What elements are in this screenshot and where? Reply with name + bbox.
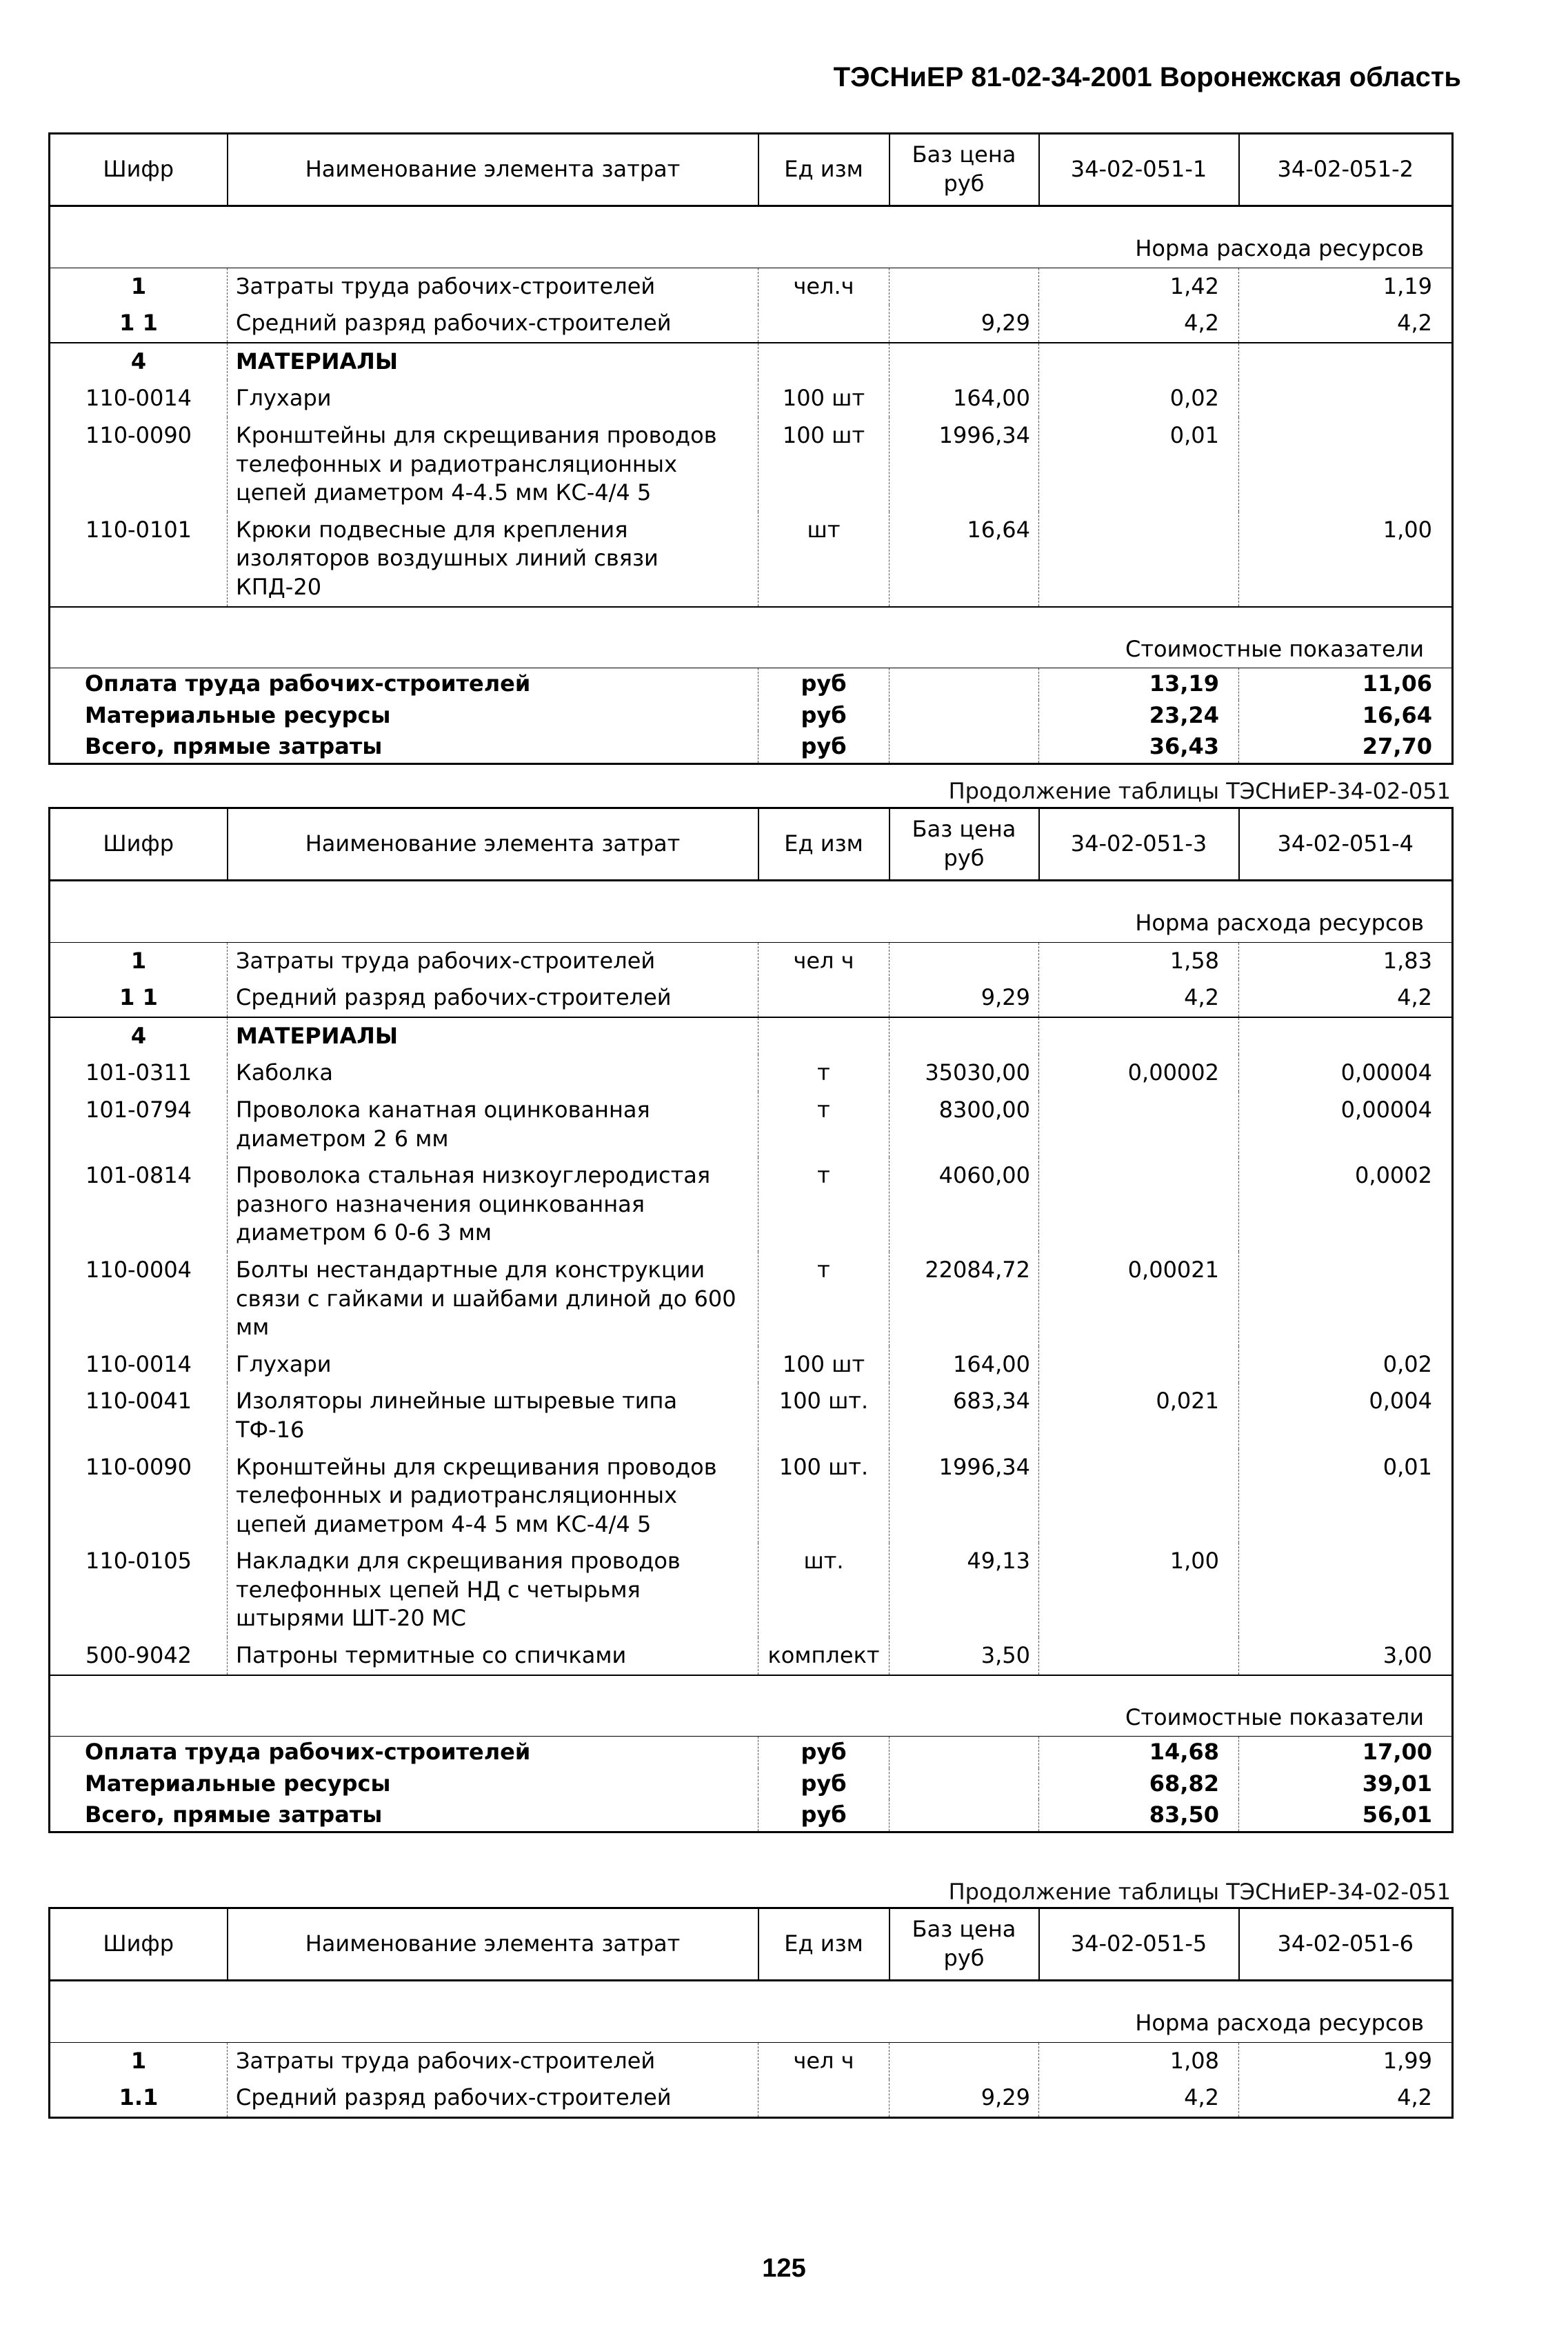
row-norm-2: 3,00 xyxy=(1383,1642,1432,1669)
row-norm-2 xyxy=(1239,1543,1453,1637)
section-norm-row xyxy=(50,206,1453,268)
row-code: 1 xyxy=(50,268,228,305)
row-norm-1 xyxy=(1039,1637,1239,1675)
header-row xyxy=(50,134,1453,206)
row-name: МАТЕРИАЛЫ xyxy=(228,343,758,381)
col-header-unit: Ед изм xyxy=(758,1908,889,1981)
row-norm-1: 4,2 xyxy=(1039,2079,1239,2117)
row-price: 9,29 xyxy=(889,979,1039,1017)
table-row xyxy=(50,1017,1453,1055)
summary-value-1: 83,50 xyxy=(1039,1799,1239,1832)
summary-unit: руб xyxy=(758,731,889,763)
summary-unit: руб xyxy=(758,700,889,732)
table-row xyxy=(50,1252,1453,1346)
cost-table xyxy=(48,807,1454,1833)
page-number: 125 xyxy=(762,2254,806,2283)
col-header-code: Шифр xyxy=(50,134,228,206)
section-norm-row xyxy=(50,881,1453,943)
row-name: Затраты труда рабочих-строителей xyxy=(228,2042,758,2079)
summary-label: Оплата труда рабочих-строителей xyxy=(50,668,758,700)
row-norm-2 xyxy=(1239,343,1453,381)
row-price: 9,29 xyxy=(889,2079,1039,2117)
row-name: Болты нестандартные для конструкции связи с гайками и шайбами длиной до 600 мм xyxy=(228,1252,758,1346)
row-unit xyxy=(758,2079,889,2117)
row-norm-1 xyxy=(1039,1157,1239,1252)
summary-row xyxy=(50,700,1453,732)
row-price: 49,13 xyxy=(889,1543,1039,1637)
continuation-caption: Продолжение таблицы ТЭСНиЕР-34-02-051 xyxy=(948,1879,1451,1905)
resource-table-3 xyxy=(48,1907,1451,2119)
col-header-price: Баз цена руб xyxy=(889,134,1039,206)
row-price: 164,00 xyxy=(889,380,1039,417)
row-norm-2: 4,2 xyxy=(1397,310,1432,337)
table-row xyxy=(50,1092,1453,1157)
row-norm-1: 0,00002 xyxy=(1039,1055,1239,1092)
row-code: 101-0814 xyxy=(50,1157,228,1252)
summary-row xyxy=(50,731,1453,763)
row-unit: т xyxy=(758,1092,889,1157)
row-name: Патроны термитные со спичками xyxy=(228,1637,758,1675)
row-price: 3,50 xyxy=(889,1637,1039,1675)
cost-table xyxy=(48,132,1454,765)
col-header-norm-2: 34-02-051-2 xyxy=(1239,134,1453,206)
row-norm-2: 0,0002 xyxy=(1355,1162,1432,1189)
col-header-code: Шифр xyxy=(50,808,228,881)
table-row xyxy=(50,2042,1453,2079)
row-name: Кронштейны для скрещивания проводов телефонных и радиотрансляционных цепей диаметром 4-4 5 мм КС-4/4 5 xyxy=(228,1449,758,1543)
table-row xyxy=(50,942,1453,979)
row-name: Кронштейны для скрещивания проводов телефонных и радиотрансляционных цепей диаметром 4-4.5 мм КС-4/4 5 xyxy=(228,417,758,512)
row-norm-1: 4,2 xyxy=(1039,979,1239,1017)
row-code: 110-0090 xyxy=(50,417,228,512)
row-norm-2: 1,00 xyxy=(1383,516,1432,543)
table-row xyxy=(50,1449,1453,1543)
summary-row xyxy=(50,1768,1453,1800)
row-norm-1 xyxy=(1039,512,1239,607)
row-unit: шт xyxy=(758,512,889,607)
row-price: 683,34 xyxy=(889,1383,1039,1448)
row-norm-1 xyxy=(1039,1449,1239,1543)
row-norm-1 xyxy=(1039,343,1239,381)
summary-value-1: 23,24 xyxy=(1039,700,1239,732)
row-price: 164,00 xyxy=(889,1346,1039,1383)
cost-label: Стоимостные показатели xyxy=(50,607,1453,668)
row-unit: т xyxy=(758,1055,889,1092)
row-code: 110-0004 xyxy=(50,1252,228,1346)
row-name: Проволока стальная низкоуглеродистая разного назначения оцинкованная диаметром 6 0-6 3 мм xyxy=(228,1157,758,1252)
resource-table-1 xyxy=(48,132,1451,765)
row-norm-2: 0,02 xyxy=(1383,1350,1432,1377)
summary-unit: руб xyxy=(758,1737,889,1768)
table-row xyxy=(50,1637,1453,1675)
row-norm-1: 1,08 xyxy=(1039,2042,1239,2079)
cost-table xyxy=(48,1907,1454,2119)
col-header-price: Баз цена руб xyxy=(889,1908,1039,1981)
col-header-norm-2: 34-02-051-6 xyxy=(1239,1908,1453,1981)
document-header: ТЭСНиЕР 81-02-34-2001 Воронежская область xyxy=(833,62,1461,92)
row-name: Глухари xyxy=(228,380,758,417)
row-norm-2 xyxy=(1239,1252,1453,1346)
row-norm-2 xyxy=(1239,1017,1453,1055)
row-name: МАТЕРИАЛЫ xyxy=(228,1017,758,1055)
row-norm-2 xyxy=(1239,380,1453,417)
table-row xyxy=(50,979,1453,1017)
summary-value-1: 36,43 xyxy=(1039,731,1239,763)
summary-value-2: 27,70 xyxy=(1239,731,1453,763)
norm-label: Норма расхода ресурсов xyxy=(50,881,1453,943)
table-row xyxy=(50,1383,1453,1448)
row-unit: чел ч xyxy=(758,2042,889,2079)
table-row xyxy=(50,1346,1453,1383)
row-norm-1 xyxy=(1039,1092,1239,1157)
row-norm-1 xyxy=(1039,1346,1239,1383)
section-cost-row xyxy=(50,1675,1453,1737)
norm-label: Норма расхода ресурсов xyxy=(50,1981,1453,2043)
table-row xyxy=(50,2079,1453,2117)
header-row xyxy=(50,808,1453,881)
row-norm-2 xyxy=(1239,417,1453,512)
row-code: 1 1 xyxy=(50,305,228,343)
row-norm-1: 1,42 xyxy=(1039,268,1239,305)
summary-price xyxy=(889,700,1039,732)
summary-value-2: 39,01 xyxy=(1239,1768,1453,1800)
resource-table-2 xyxy=(48,807,1451,1833)
col-header-name: Наименование элемента затрат xyxy=(228,134,758,206)
summary-label: Всего, прямые затраты xyxy=(50,731,758,763)
row-price: 35030,00 xyxy=(889,1055,1039,1092)
row-name: Средний разряд рабочих-строителей xyxy=(228,979,758,1017)
table-row xyxy=(50,512,1453,607)
row-price xyxy=(889,1017,1039,1055)
row-unit: комплект xyxy=(758,1637,889,1675)
row-code: 110-0014 xyxy=(50,1346,228,1383)
row-code: 110-0014 xyxy=(50,380,228,417)
summary-row xyxy=(50,668,1453,700)
row-price: 16,64 xyxy=(889,512,1039,607)
row-unit: 100 шт. xyxy=(758,1383,889,1448)
summary-label: Материальные ресурсы xyxy=(50,700,758,732)
row-code: 1 xyxy=(50,2042,228,2079)
row-norm-2: 4,2 xyxy=(1397,984,1432,1011)
row-norm-1: 1,58 xyxy=(1039,942,1239,979)
summary-label: Материальные ресурсы xyxy=(50,1768,758,1800)
summary-label: Оплата труда рабочих-строителей xyxy=(50,1737,758,1768)
row-norm-1: 0,021 xyxy=(1039,1383,1239,1448)
table-row xyxy=(50,1055,1453,1092)
row-name: Затраты труда рабочих-строителей xyxy=(228,942,758,979)
row-unit: т xyxy=(758,1157,889,1252)
summary-value-2: 56,01 xyxy=(1239,1799,1453,1832)
row-price xyxy=(889,942,1039,979)
row-unit: чел.ч xyxy=(758,268,889,305)
row-code: 110-0041 xyxy=(50,1383,228,1448)
summary-label: Всего, прямые затраты xyxy=(50,1799,758,1832)
row-norm-1: 0,00021 xyxy=(1039,1252,1239,1346)
row-unit: 100 шт. xyxy=(758,1449,889,1543)
col-header-code: Шифр xyxy=(50,1908,228,1981)
row-name: Изоляторы линейные штыревые типа ТФ-16 xyxy=(228,1383,758,1448)
row-norm-2: 1,19 xyxy=(1383,272,1432,299)
row-code: 110-0101 xyxy=(50,512,228,607)
table-row xyxy=(50,1543,1453,1637)
row-norm-2: 1,83 xyxy=(1383,947,1432,974)
col-header-norm-1: 34-02-051-5 xyxy=(1039,1908,1239,1981)
col-header-price: Баз цена руб xyxy=(889,808,1039,881)
row-unit: шт. xyxy=(758,1543,889,1637)
col-header-unit: Ед изм xyxy=(758,808,889,881)
section-cost-row xyxy=(50,607,1453,668)
row-name: Накладки для скрещивания проводов телефонных цепей НД с четырьмя штырями ШТ-20 МС xyxy=(228,1543,758,1637)
summary-price xyxy=(889,1737,1039,1768)
row-code: 101-0794 xyxy=(50,1092,228,1157)
summary-price xyxy=(889,731,1039,763)
table-row xyxy=(50,1157,1453,1252)
row-price: 1996,34 xyxy=(889,417,1039,512)
row-norm-1: 4,2 xyxy=(1039,305,1239,343)
cost-label: Стоимостные показатели xyxy=(50,1675,1453,1737)
row-norm-2: 4,2 xyxy=(1397,2084,1432,2111)
summary-price xyxy=(889,1768,1039,1800)
row-code: 110-0090 xyxy=(50,1449,228,1543)
summary-unit: руб xyxy=(758,1768,889,1800)
summary-value-1: 68,82 xyxy=(1039,1768,1239,1800)
row-norm-1 xyxy=(1039,1017,1239,1055)
row-unit: 100 шт xyxy=(758,380,889,417)
norm-label: Норма расхода ресурсов xyxy=(50,206,1453,268)
col-header-norm-1: 34-02-051-3 xyxy=(1039,808,1239,881)
summary-value-2: 16,64 xyxy=(1239,700,1453,732)
row-unit: 100 шт xyxy=(758,1346,889,1383)
col-header-name: Наименование элемента затрат xyxy=(228,1908,758,1981)
summary-value-1: 14,68 xyxy=(1039,1737,1239,1768)
summary-value-2: 11,06 xyxy=(1239,668,1453,700)
row-price: 8300,00 xyxy=(889,1092,1039,1157)
row-code: 1 xyxy=(50,942,228,979)
col-header-name: Наименование элемента затрат xyxy=(228,808,758,881)
row-unit xyxy=(758,305,889,343)
row-price: 9,29 xyxy=(889,305,1039,343)
row-unit: чел ч xyxy=(758,942,889,979)
header-row xyxy=(50,1908,1453,1981)
row-code: 4 xyxy=(50,343,228,381)
row-norm-2: 1,99 xyxy=(1383,2047,1432,2074)
section-norm-row xyxy=(50,1981,1453,2043)
summary-value-1: 13,19 xyxy=(1039,668,1239,700)
row-norm-2: 0,00004 xyxy=(1340,1059,1432,1086)
table-row xyxy=(50,417,1453,512)
row-norm-1: 1,00 xyxy=(1039,1543,1239,1637)
row-norm-2: 0,01 xyxy=(1383,1453,1432,1480)
row-name: Глухари xyxy=(228,1346,758,1383)
row-code: 1.1 xyxy=(50,2079,228,2117)
row-norm-2: 0,00004 xyxy=(1340,1096,1432,1123)
row-name: Проволока канатная оцинкованная диаметром 2 6 мм xyxy=(228,1092,758,1157)
row-price xyxy=(889,343,1039,381)
row-unit: т xyxy=(758,1252,889,1346)
table-row xyxy=(50,268,1453,305)
table-row xyxy=(50,305,1453,343)
summary-unit: руб xyxy=(758,1799,889,1832)
row-price: 22084,72 xyxy=(889,1252,1039,1346)
row-code: 110-0105 xyxy=(50,1543,228,1637)
row-unit xyxy=(758,979,889,1017)
row-unit: 100 шт xyxy=(758,417,889,512)
row-norm-2: 0,004 xyxy=(1369,1388,1432,1415)
continuation-caption: Продолжение таблицы ТЭСНиЕР-34-02-051 xyxy=(948,778,1451,804)
row-price: 4060,00 xyxy=(889,1157,1039,1252)
row-name: Затраты труда рабочих-строителей xyxy=(228,268,758,305)
row-name: Крюки подвесные для крепления изоляторов воздушных линий связи КПД-20 xyxy=(228,512,758,607)
row-unit xyxy=(758,1017,889,1055)
row-code: 1 1 xyxy=(50,979,228,1017)
row-code: 4 xyxy=(50,1017,228,1055)
summary-price xyxy=(889,668,1039,700)
summary-row xyxy=(50,1799,1453,1832)
row-price xyxy=(889,2042,1039,2079)
row-code: 500-9042 xyxy=(50,1637,228,1675)
col-header-norm-2: 34-02-051-4 xyxy=(1239,808,1453,881)
summary-unit: руб xyxy=(758,668,889,700)
row-code: 101-0311 xyxy=(50,1055,228,1092)
col-header-norm-1: 34-02-051-1 xyxy=(1039,134,1239,206)
row-name: Каболка xyxy=(228,1055,758,1092)
row-price xyxy=(889,268,1039,305)
summary-value-2: 17,00 xyxy=(1239,1737,1453,1768)
row-price: 1996,34 xyxy=(889,1449,1039,1543)
summary-price xyxy=(889,1799,1039,1832)
table-row xyxy=(50,343,1453,381)
table-row xyxy=(50,380,1453,417)
row-name: Средний разряд рабочих-строителей xyxy=(228,2079,758,2117)
row-name: Средний разряд рабочих-строителей xyxy=(228,305,758,343)
summary-row xyxy=(50,1737,1453,1768)
row-norm-1: 0,01 xyxy=(1039,417,1239,512)
row-unit xyxy=(758,343,889,381)
row-norm-1: 0,02 xyxy=(1039,380,1239,417)
col-header-unit: Ед изм xyxy=(758,134,889,206)
